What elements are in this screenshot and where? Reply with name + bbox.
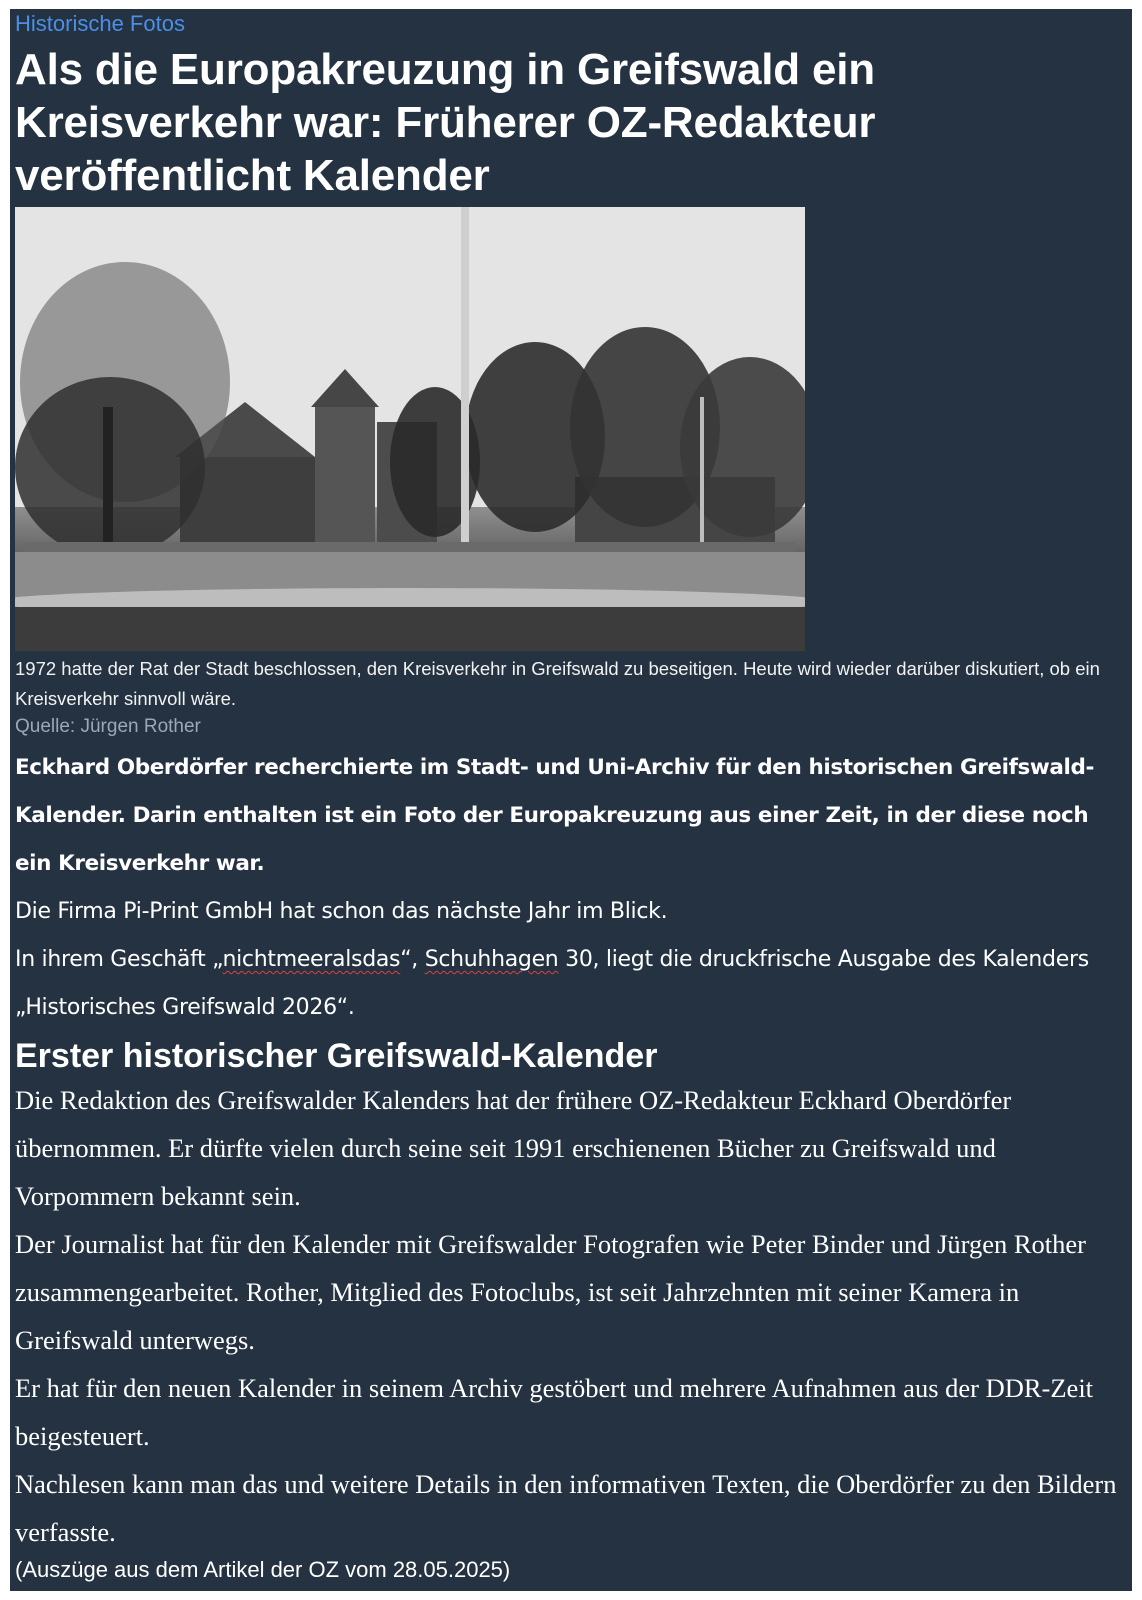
intro-text-b: “, (400, 947, 425, 972)
photo-source: Quelle: Jürgen Rother (15, 716, 201, 737)
intro-paragraph-1: Die Firma Pi-Print GmbH hat schon das nächste Jahr im Blick. (15, 899, 668, 924)
article-page (10, 9, 1132, 1591)
article-headline: Als die Europakreuzung in Greifswald ein Kreisverkehr war: Früherer OZ-Redakteur veröffentlicht Kalender (15, 45, 876, 200)
article-content (15, 9, 1124, 1584)
body-paragraph: Die Redaktion des Greifswalder Kalenders hat der frühere OZ-Redakteur Eckhard Oberdörfer übernommen. Er dürfte vielen durch seine seit 1991 erschienenen Bücher zu Greifswald und Vorpommern bekannt sein. (15, 1085, 1012, 1211)
body-paragraph: Er hat für den neuen Kalender in seinem Archiv gestöbert und mehrere Aufnahmen aus der DDR-Zeit beigesteuert. (15, 1373, 1094, 1451)
intro-text-a: In ihrem Geschäft „ (15, 947, 223, 972)
source-footnote: (Auszüge aus dem Artikel der OZ vom 28.05.2025) (15, 1557, 511, 1582)
article-lead: Eckhard Oberdörfer recherchierte im Stadt- und Uni-Archiv für den historischen Greifswald-Kalender. Darin enthalten ist ein Foto der Europakreuzung aus einer Zeit, in der diese noch ein Kreisverkehr war. (15, 755, 1094, 876)
body-paragraph: Der Journalist hat für den Kalender mit Greifswalder Fotografen wie Peter Binder und Jürgen Rother zusammengearbeitet. Rother, Mitglied des Fotoclubs, ist seit Jahrzehnten mit seiner Kamera in Greifswald unterwegs. (15, 1229, 1086, 1355)
intro-text-c: 30, liegt die druckfrische Ausgabe des Kalenders „Historisches Greifswald 2026“. (15, 947, 1089, 1020)
body-paragraph: Nachlesen kann man das und weitere Details in den informativen Texten, die Oberdörfer zu den Bildern verfasste. (15, 1469, 1117, 1547)
category-kicker[interactable]: Historische Fotos (15, 11, 185, 36)
photo-caption: 1972 hatte der Rat der Stadt beschlossen, den Kreisverkehr in Greifswald zu beseitigen. Heute wird wieder darüber diskutiert, ob ein Kreisverkehr sinnvoll wäre. (15, 658, 1100, 709)
street-name: Schuhhagen (424, 947, 559, 972)
historic-photo (15, 207, 805, 651)
intro-paragraph-2 (15, 936, 1124, 1032)
shop-name: nichtmeeralsdas (222, 947, 401, 972)
roundabout-photo-illustration (15, 207, 805, 651)
section-heading: Erster historischer Greifswald-Kalender (15, 1037, 658, 1075)
